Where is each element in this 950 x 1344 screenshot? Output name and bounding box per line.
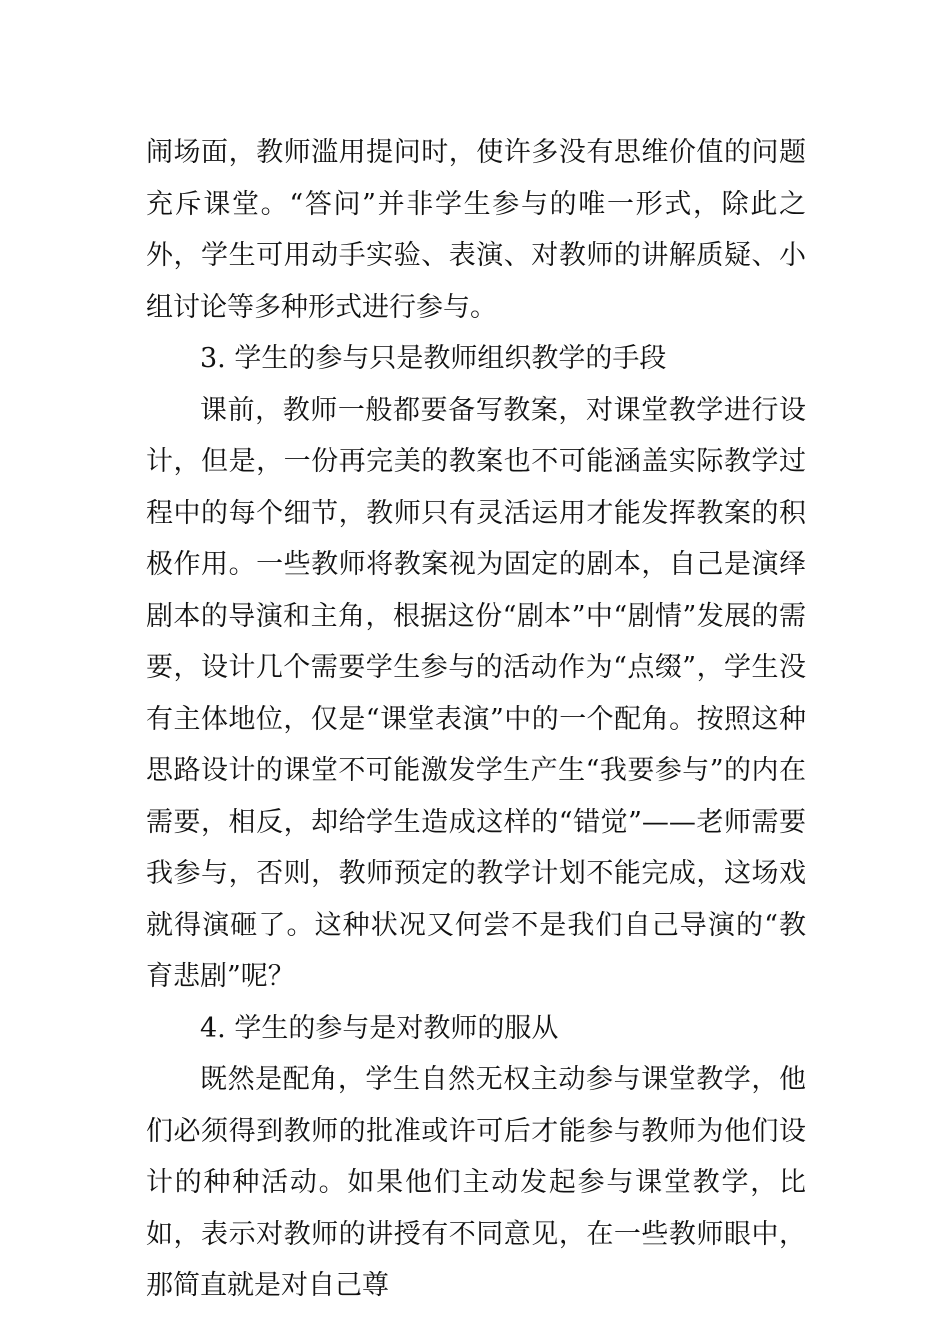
paragraph-obedience: 既然是配角，学生自然无权主动参与课堂教学，他们必须得到教师的批准或许可后才能参与教师为他们设计的种种活动。如果他们主动发起参与课堂教学，比如，表示对教师的讲授有不同意见，在一些教师眼中，那简直就是对自己尊: [146, 1064, 806, 1301]
paragraph-continued: 闹场面，教师滥用提问时，使许多没有思维价值的问题充斥课堂。“答问”并非学生参与的唯一形式，除此之外，学生可用动手实验、表演、对教师的讲解质疑、小组讨论等多种形式进行参与。: [146, 137, 806, 323]
document-body: [146, 127, 806, 1312]
section-heading-3: 3. 学生的参与只是教师组织教学的手段: [200, 343, 667, 374]
section-heading-4: 4. 学生的参与是对教师的服从: [200, 1012, 559, 1044]
paragraph-lesson-plan: 课前，教师一般都要备写教案，对课堂教学进行设计，但是，一份再完美的教案也不可能涵盖实际教学过程中的每个细节，教师只有灵活运用才能发挥教案的积极作用。一些教师将教案视为固定的剧本，自己是演绎剧本的导演和主角，根据这份“剧本”中“剧情”发展的需要，设计几个需要学生参与的活动作为“点缀”，学生没有主体地位，仅是“课堂表演”中的一个配角。按照这种思路设计的课堂不可能激发学生产生“我要参与”的内在需要，相反，却给学生造成这样的“错觉”——老师需要我参与，否则，教师预定的教学计划不能完成，这场戏就得演砸了。这种状况又何尝不是我们自己导演的“教育悲剧”呢？: [146, 394, 806, 992]
